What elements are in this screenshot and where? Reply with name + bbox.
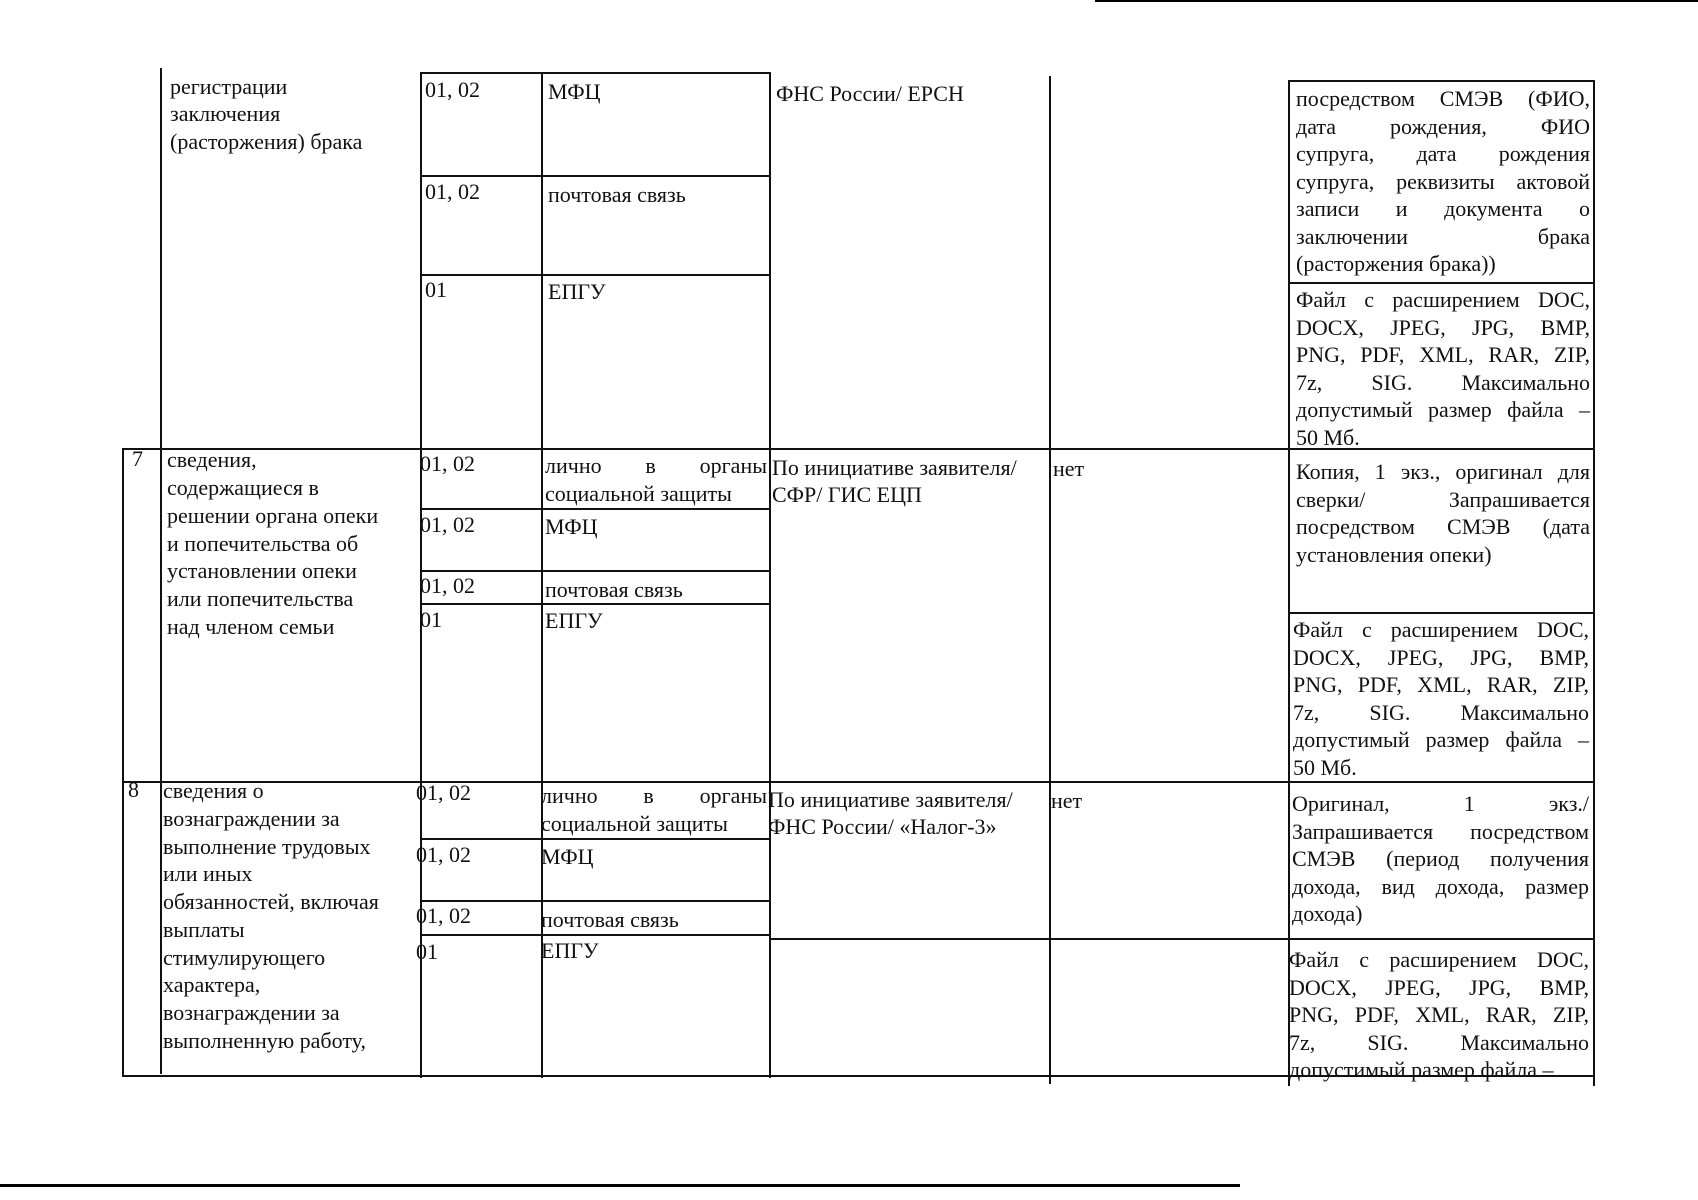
channel-method <box>541 782 767 837</box>
doc-line: посредством СМЭВ (дата <box>1296 514 1590 539</box>
file-line: 7z, SIG. Максимально <box>1293 699 1589 725</box>
row-name-line: стимулирующего <box>163 945 326 970</box>
method-line: лично в органы <box>541 783 767 808</box>
source-line: ФНС России/ «Налог-3» <box>768 814 997 839</box>
grid-line <box>160 68 162 1074</box>
row-name-line: решении органа опеки <box>167 503 379 528</box>
grid-line <box>420 175 771 177</box>
grid-line <box>769 938 1595 940</box>
grid-line <box>122 781 1595 783</box>
grid-line <box>1288 80 1290 1086</box>
channel-method: ЕПГУ <box>548 279 606 304</box>
document-requirements <box>1296 85 1590 278</box>
document-requirements <box>1292 790 1589 928</box>
doc-line: посредством СМЭВ (ФИО, <box>1296 86 1590 111</box>
channel-code: 01, 02 <box>420 573 475 598</box>
grid-line <box>420 934 771 936</box>
file-requirements <box>1289 946 1589 1084</box>
file-line: Файл с расширением DOC, <box>1296 287 1590 312</box>
row-name-line: заключения <box>170 101 281 126</box>
source-line: СФР/ ГИС ЕЦП <box>772 482 922 507</box>
grid-line <box>420 72 771 74</box>
doc-line: записи и документа о <box>1296 196 1590 221</box>
row-name-line: выполнение трудовых <box>163 834 371 859</box>
row-name-line: выполненную работу, <box>163 1028 366 1053</box>
channel-code: 01, 02 <box>416 780 471 805</box>
channel-method: почтовая связь <box>541 907 679 932</box>
source-line: По инициативе заявителя/ <box>768 787 1013 812</box>
grid-line <box>1049 76 1051 1084</box>
doc-line: Запрашивается посредством <box>1292 818 1589 844</box>
row-name-line: сведения о <box>163 778 264 803</box>
channel-code: 01, 02 <box>425 77 480 102</box>
row-number: 8 <box>128 777 139 802</box>
grid-line <box>769 72 771 1078</box>
flag-text: нет <box>1053 456 1085 481</box>
row-name-line: вознаграждении за <box>163 806 340 831</box>
doc-line: дата рождения, ФИО <box>1296 113 1590 139</box>
channel-code: 01 <box>425 277 447 302</box>
file-line: Файл с расширением DOC, <box>1293 617 1589 642</box>
channel-code: 01, 02 <box>420 512 475 537</box>
file-line: DOCX, JPEG, JPG, BMP, <box>1293 644 1589 670</box>
row-number: 7 <box>132 446 143 471</box>
row-name-line: установлении опеки <box>167 558 357 583</box>
row-name-line: обязанностей, включая <box>163 889 379 914</box>
grid-line <box>1593 80 1595 1086</box>
channel-method: ЕПГУ <box>541 938 599 963</box>
source-line: По инициативе заявителя/ <box>772 455 1017 480</box>
file-requirements <box>1293 616 1589 781</box>
channel-method: ЕПГУ <box>545 608 603 633</box>
channel-code: 01, 02 <box>416 903 471 928</box>
row-name-line: или иных <box>163 861 253 886</box>
file-line: PNG, PDF, XML, RAR, ZIP, <box>1289 1002 1589 1027</box>
doc-line: супруга, дата рождения <box>1296 141 1590 166</box>
row-name-line: (расторжения) брака <box>170 129 363 154</box>
source-text: ФНС России/ ЕРСН <box>776 81 964 106</box>
row-name-line: и попечительства об <box>167 531 359 556</box>
doc-line: установления опеки) <box>1296 541 1492 567</box>
file-line: PNG, PDF, XML, RAR, ZIP, <box>1293 672 1589 697</box>
grid-line <box>420 508 771 510</box>
file-line: 7z, SIG. Максимально <box>1296 369 1590 395</box>
file-line: 50 Мб. <box>1293 754 1357 780</box>
file-line: 50 Мб. <box>1296 424 1360 450</box>
document-requirements <box>1296 458 1590 568</box>
grid-line <box>1288 80 1595 82</box>
file-line: Файл с расширением DOC, <box>1289 947 1589 972</box>
row-name-line: выплаты <box>163 917 245 942</box>
doc-line: Копия, 1 экз., оригинал для <box>1296 459 1590 484</box>
file-line: DOCX, JPEG, JPG, BMP, <box>1296 314 1590 340</box>
channel-code: 01, 02 <box>425 179 480 204</box>
file-line: DOCX, JPEG, JPG, BMP, <box>1289 974 1589 1000</box>
flag-text: нет <box>1051 788 1083 813</box>
file-requirements <box>1296 286 1590 451</box>
scan-edge-bottom <box>0 1184 1240 1187</box>
channel-method <box>545 452 767 507</box>
grid-line <box>1288 282 1595 284</box>
method-line: лично в органы <box>545 453 767 478</box>
channel-method: МФЦ <box>541 844 594 869</box>
doc-line: дохода, вид дохода, размер <box>1292 873 1589 899</box>
file-line: допустимый размер файла – <box>1296 397 1590 422</box>
grid-line <box>1288 612 1595 614</box>
channel-code: 01 <box>416 939 438 964</box>
channel-code: 01, 02 <box>420 451 475 476</box>
row-name-line: или попечительства <box>167 586 354 611</box>
file-line: 7z, SIG. Максимально <box>1289 1029 1589 1055</box>
channel-method: почтовая связь <box>548 182 686 207</box>
method-line: социальной защиты <box>545 480 732 506</box>
doc-line: супруга, реквизиты актовой <box>1296 168 1590 194</box>
row-name-line: сведения, <box>167 447 257 472</box>
doc-line: дохода) <box>1292 901 1363 926</box>
file-line: допустимый размер файла – <box>1293 727 1589 752</box>
channel-method: МФЦ <box>545 514 598 539</box>
channel-method: МФЦ <box>548 79 601 104</box>
method-line: социальной защиты <box>541 810 728 836</box>
doc-line: заключении брака <box>1296 223 1590 249</box>
channel-code: 01, 02 <box>416 842 471 867</box>
channel-method: почтовая связь <box>545 577 683 602</box>
row-name-line: над членом семьи <box>167 614 335 639</box>
scan-edge-top <box>1095 0 1698 2</box>
channel-code: 01 <box>420 607 442 632</box>
row-name-line: вознаграждении за <box>163 1000 340 1025</box>
doc-line: Оригинал, 1 экз./ <box>1292 791 1589 816</box>
row-name-line: регистрации <box>170 74 288 99</box>
doc-line: СМЭВ (период получения <box>1292 846 1589 871</box>
grid-line <box>420 274 771 276</box>
grid-line <box>420 838 771 840</box>
grid-line <box>420 900 771 902</box>
doc-line: сверки/ Запрашивается <box>1296 486 1590 512</box>
row-name-line: характера, <box>163 972 261 997</box>
doc-line: (расторжения брака)) <box>1296 251 1496 276</box>
file-line: PNG, PDF, XML, RAR, ZIP, <box>1296 342 1590 367</box>
file-line: допустимый размер файла – <box>1289 1057 1554 1082</box>
row-name-line: содержащиеся в <box>167 475 319 500</box>
grid-line <box>122 448 124 1076</box>
